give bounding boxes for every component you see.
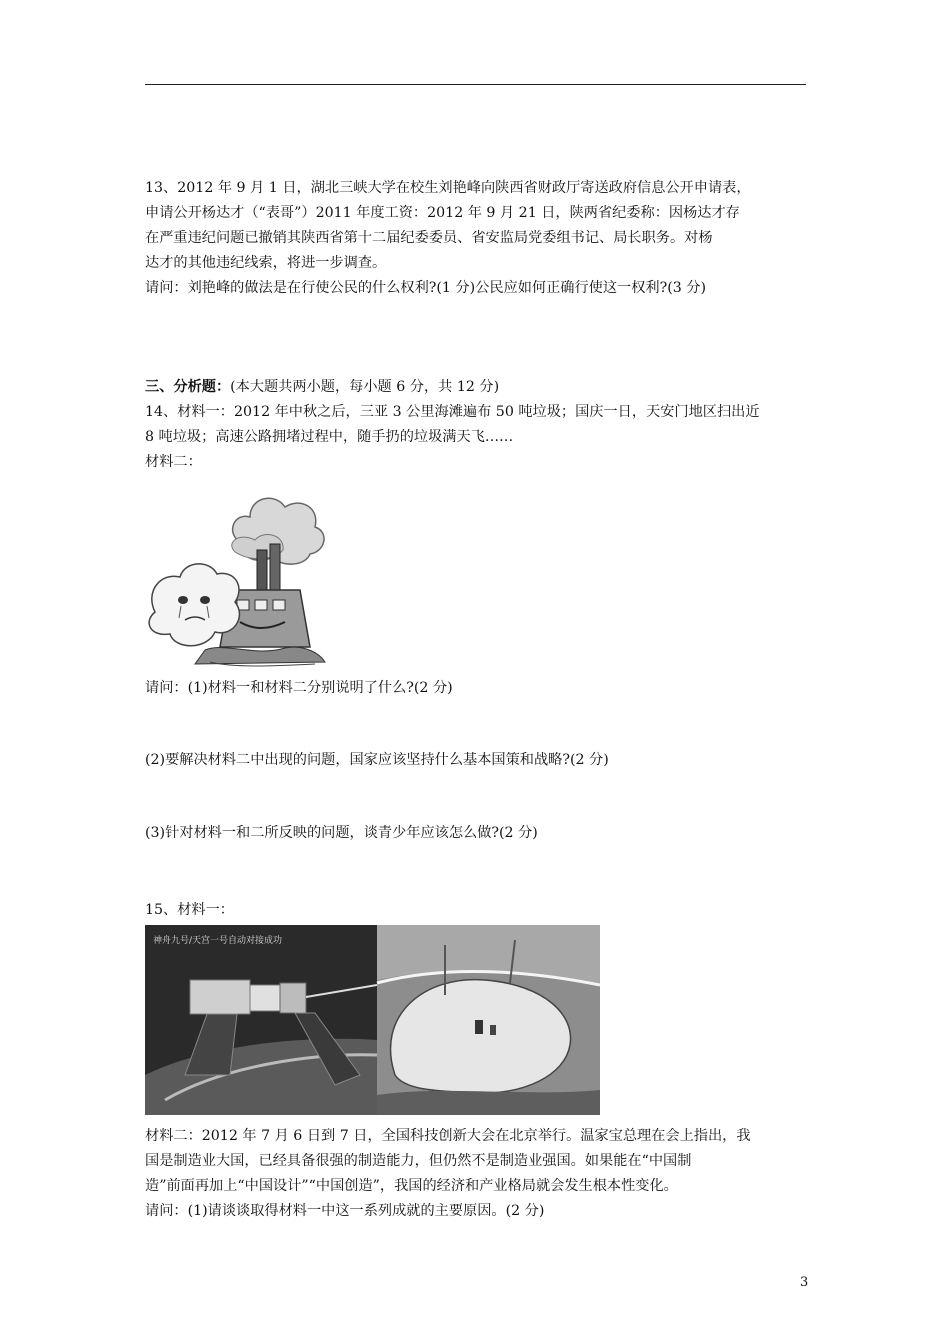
q14-sub3: (3)针对材料一和二所反映的问题，谈青少年应该怎么做?(2 分) (145, 825, 538, 841)
q14-sub1: 请问：(1)材料一和材料二分别说明了什么?(2 分) (145, 680, 453, 696)
q14-m2-label: 材料二： (145, 454, 202, 470)
header-rule (145, 84, 806, 85)
section3-note: (本大题共两小题，每小题 6 分，共 12 分) (230, 379, 500, 395)
q14-sub2: (2)要解决材料二中出现的问题，国家应该坚持什么基本国策和战略?(2 分) (145, 752, 609, 768)
q14-m1-line-2: 8 吨垃圾；高速公路拥堵过程中，随手扔的垃圾满天飞…… (145, 429, 514, 445)
q13-line-2: 申请公开杨达才（“表哥”）2011 年度工资：2012 年 9 月 21 日，陕两省纪委称：因杨达才存 (145, 205, 740, 221)
q13-question: 请问：刘艳峰的做法是在行使公民的什么权利?(1 分)公民应如何正确行使这一权利?(3 分) (145, 280, 706, 296)
section3-heading: 三、分析题： (145, 379, 231, 395)
q15-sub1: 请问：(1)请谈谈取得材料一中这一系列成就的主要原因。(2 分) (145, 1203, 545, 1219)
q13-line-4: 达才的其他违纪线索，将进一步调查。 (145, 255, 387, 271)
q13-line-3: 在严重违纪问题已撤销其陕西省第十二届纪委委员、省安监局党委组书记、局长职务。对杨 (145, 230, 713, 246)
q13-line-1: 13、2012 年 9 月 1 日，湖北三峡大学在校生刘艳峰向陕西省财政厅寄送政府信息公开申请表， (145, 180, 751, 196)
q15-photos (145, 925, 600, 1115)
q15-m2-line-1: 材料二：2012 年 7 月 6 日到 7 日，全国科技创新大会在北京举行。温家宝总理在会上指出，我 (145, 1128, 751, 1144)
q15-m1-label: 15、材料一： (145, 902, 234, 918)
section3-heading-line (145, 375, 810, 399)
photo-caption: 神舟九号/天宫一号自动对接成功 (153, 936, 283, 946)
page-number: 3 (800, 1275, 809, 1290)
q15-m2-line-2: 国是制造业大国，已经具备很强的制造能力，但仍然不是制造业强国。如果能在“中国制 (145, 1153, 692, 1169)
q14-m1-line-1: 14、材料一：2012 年中秋之后，三亚 3 公里海滩遍布 50 吨垃圾；国庆一日，天安门地区扫出近 (145, 404, 760, 420)
pollution-cartoon (145, 472, 335, 672)
q15-m2-line-3: 造”前面再加上“中国设计”“中国创造”，我国的经济和产业格局就会发生根本性变化。 (145, 1178, 678, 1194)
